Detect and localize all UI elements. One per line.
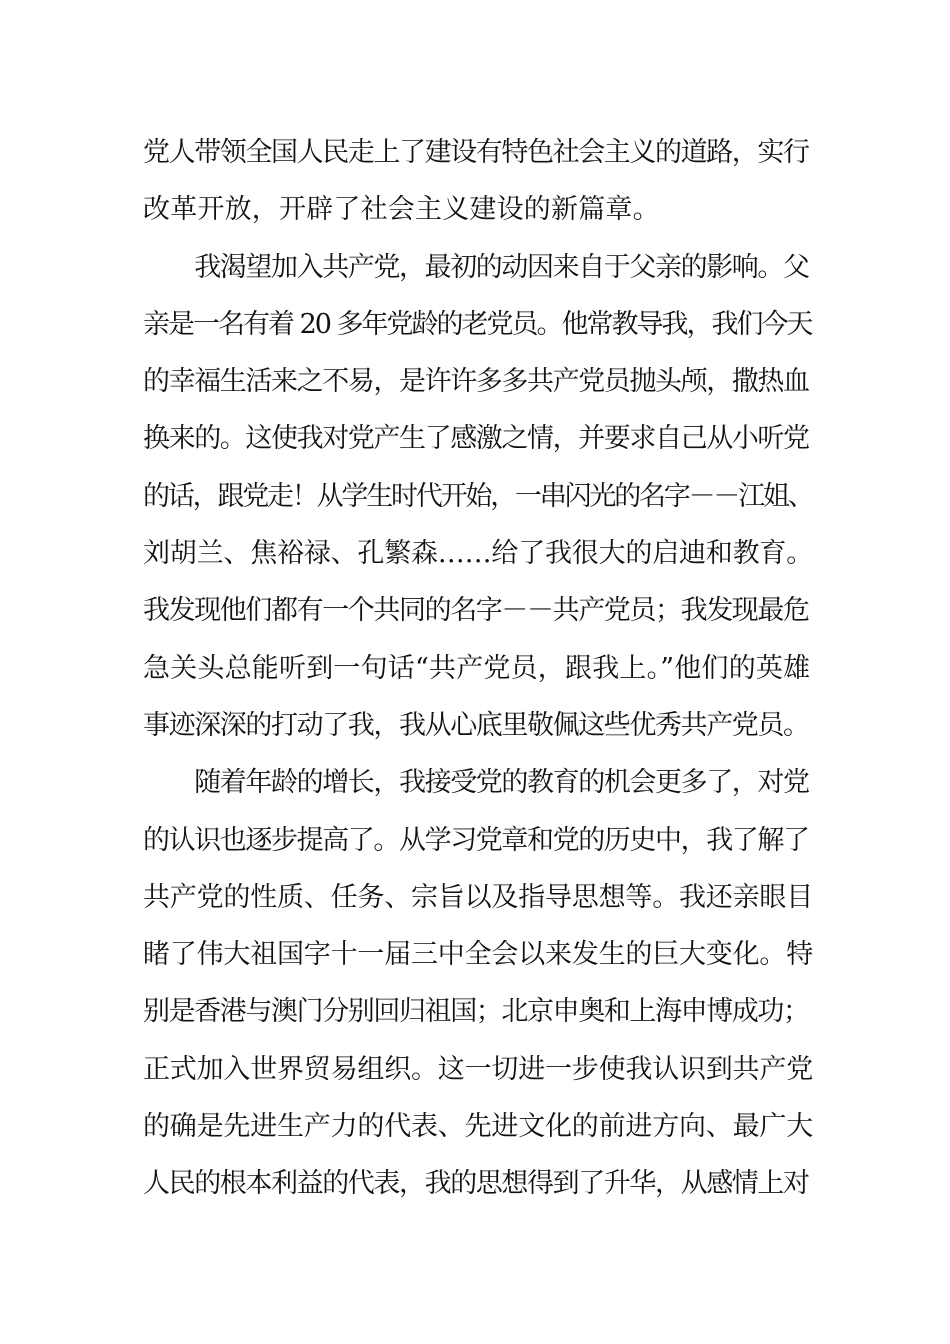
text-line: 正式加入世界贸易组织。这一切进一步使我认识到共产党	[143, 1053, 813, 1085]
text-line: 的话，跟党走！从学生时代开始，一串闪光的名字－－江姐、	[143, 480, 813, 512]
text-line: 刘胡兰、焦裕禄、孔繁森……给了我很大的启迪和教育。	[143, 538, 813, 570]
text-line: 人民的根本利益的代表，我的思想得到了升华，从感情上对	[143, 1168, 809, 1200]
text-line: 亲是一名有着 20 多年党龄的老党员。他常教导我，我们今天	[143, 308, 812, 340]
text-line: 改革开放，开辟了社会主义建设的新篇章。	[143, 194, 660, 226]
text-line: 我发现他们都有一个共同的名字－－共产党员；我发现最危	[143, 595, 809, 627]
text-line: 急关头总能听到一句话“共产党员，跟我上。”他们的英雄	[143, 652, 811, 684]
text-line: 的认识也逐步提高了。从学习党章和党的历史中，我了解了	[143, 824, 809, 856]
text-line: 别是香港与澳门分别回归祖国；北京申奥和上海申博成功；	[143, 996, 809, 1028]
text-line: 的确是先进生产力的代表、先进文化的前进方向、最广大	[143, 1111, 813, 1143]
text-line: 共产党的性质、任务、宗旨以及指导思想等。我还亲眼目	[143, 881, 813, 913]
text-line: 的幸福生活来之不易，是许许多多共产党员抛头颅，撒热血	[143, 366, 809, 398]
text-line: 我渴望加入共产党，最初的动因来自于父亲的影响。父	[143, 251, 809, 283]
text-line: 事迹深深的打动了我，我从心底里敬佩这些优秀共产党员。	[143, 709, 809, 741]
text-line: 换来的。这使我对党产生了感激之情，并要求自己从小听党	[143, 423, 809, 455]
text-line: 党人带领全国人民走上了建设有特色社会主义的道路，实行	[143, 137, 809, 168]
body-text	[143, 130, 813, 1219]
text-line: 随着年龄的增长，我接受党的教育的机会更多了，对党	[143, 767, 809, 799]
text-line: 睹了伟大祖国字十一届三中全会以来发生的巨大变化。特	[143, 939, 813, 971]
